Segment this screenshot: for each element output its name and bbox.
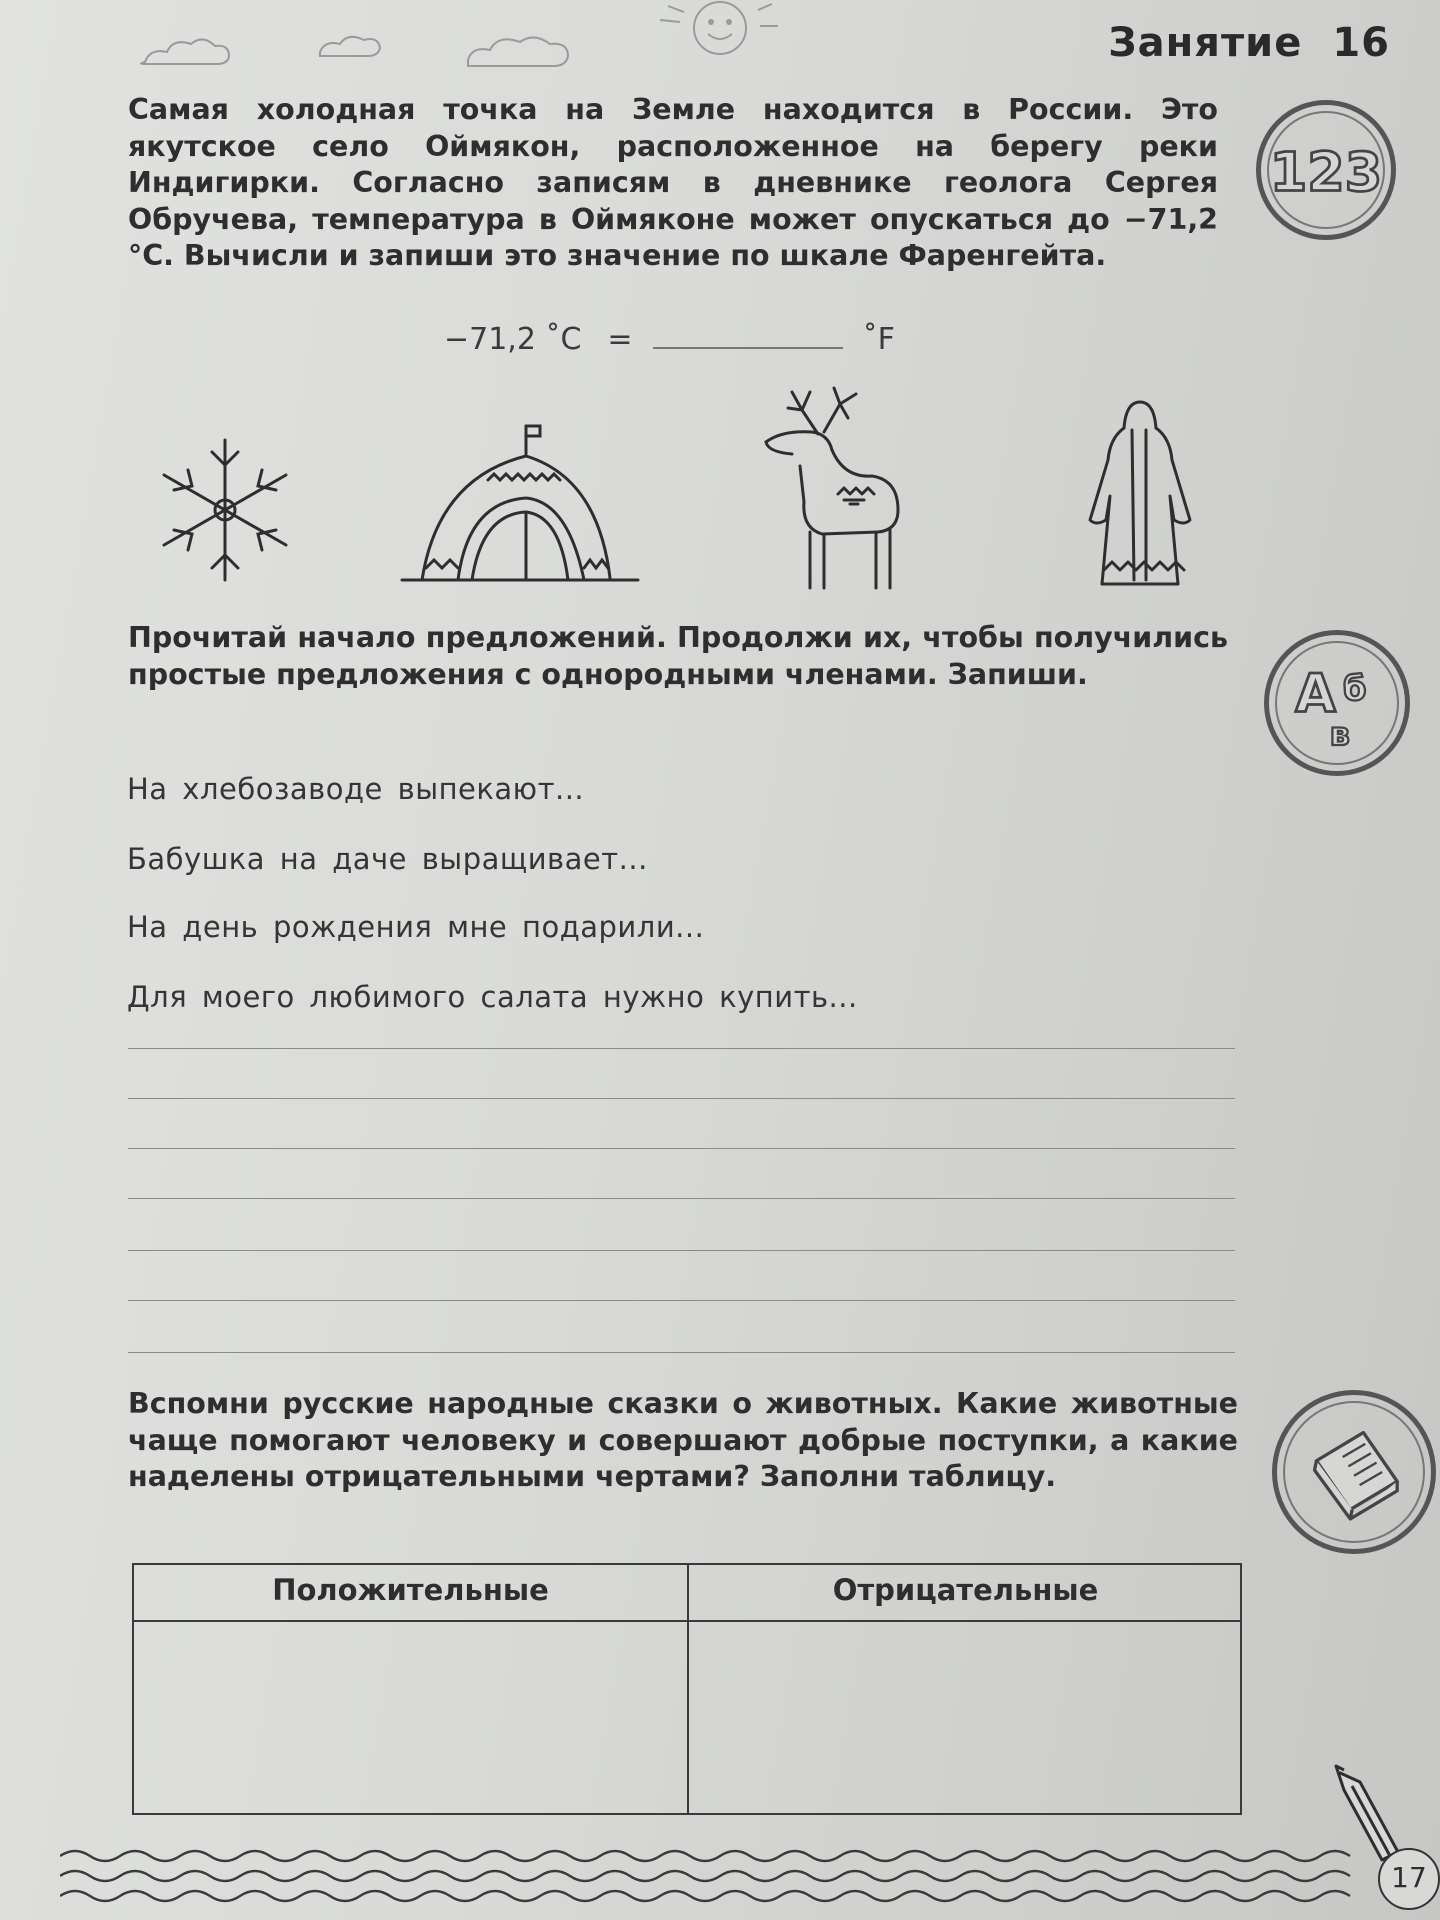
writing-line[interactable] [128,1198,1235,1199]
table-header-positive: Положительные [272,1573,549,1607]
task-2-text: Прочитай начало предложений. Продолжи их, чтобы получились простые предложения с однородными членами. Запиши. [128,621,1228,691]
celsius-value: −71,2 ˚С [444,322,582,357]
reindeer-icon [752,382,912,592]
clouds-sun-decoration [0,0,900,90]
grammar-badge [1264,630,1410,776]
numbers-123-icon [1261,105,1391,235]
wave-decoration [60,1838,1380,1908]
table-header-negative: Отрицательные [832,1573,1099,1607]
writing-line[interactable] [128,1098,1235,1099]
svg-text:123: 123 [1269,140,1383,204]
svg-text:в: в [1329,716,1350,753]
fairy-tale-animals-table [132,1563,1242,1815]
answer-blank[interactable] [653,323,843,349]
reading-badge [1272,1390,1436,1554]
writing-line[interactable] [128,1300,1235,1301]
writing-line[interactable] [128,1352,1235,1353]
fur-coat-icon [1080,400,1200,590]
snowflake-icon [150,430,300,590]
task-3-text: Вспомни русские народные сказки о животных. Какие животные чаще помогают человеку и совершают добрые поступки, а какие наделены отрицательными чертами? Заполни таблицу. [128,1387,1238,1493]
task-1-text: Самая холодная точка на Земле находится в России. Это якутское село Оймякон, расположенное на берегу реки Индигирки. Согласно записям в дневнике геолога Сергея Обручева, температура в Оймяконе может опускаться до −71,2 °С. Вычисли и запиши это значение по шкале Фаренгейта. [128,93,1218,272]
page-number: 17 [1378,1848,1440,1910]
temperature-formula [444,322,895,357]
sentence-4: Для моего любимого салата нужно купить... [127,980,858,1014]
letters-abv-icon [1269,635,1405,771]
writing-line[interactable] [128,1250,1235,1251]
svg-text:б: б [1342,669,1367,709]
book-icon [1277,1395,1431,1549]
math-badge [1256,100,1396,240]
sentence-3: На день рождения мне подарили... [127,910,705,944]
writing-line[interactable] [128,1048,1235,1049]
yurt-icon [398,418,643,583]
lesson-label: Занятие [1108,20,1303,66]
lesson-header [1108,20,1390,66]
sentence-1: На хлебозаводе выпекают... [127,772,585,806]
fahrenheit-unit: ˚F [862,322,895,357]
svg-text:А: А [1295,664,1336,725]
equals-sign: = [607,322,633,357]
writing-line[interactable] [128,1148,1235,1149]
lesson-number: 16 [1332,20,1390,66]
table-column-divider [687,1565,689,1813]
sentence-2: Бабушка на даче выращивает... [127,842,648,876]
